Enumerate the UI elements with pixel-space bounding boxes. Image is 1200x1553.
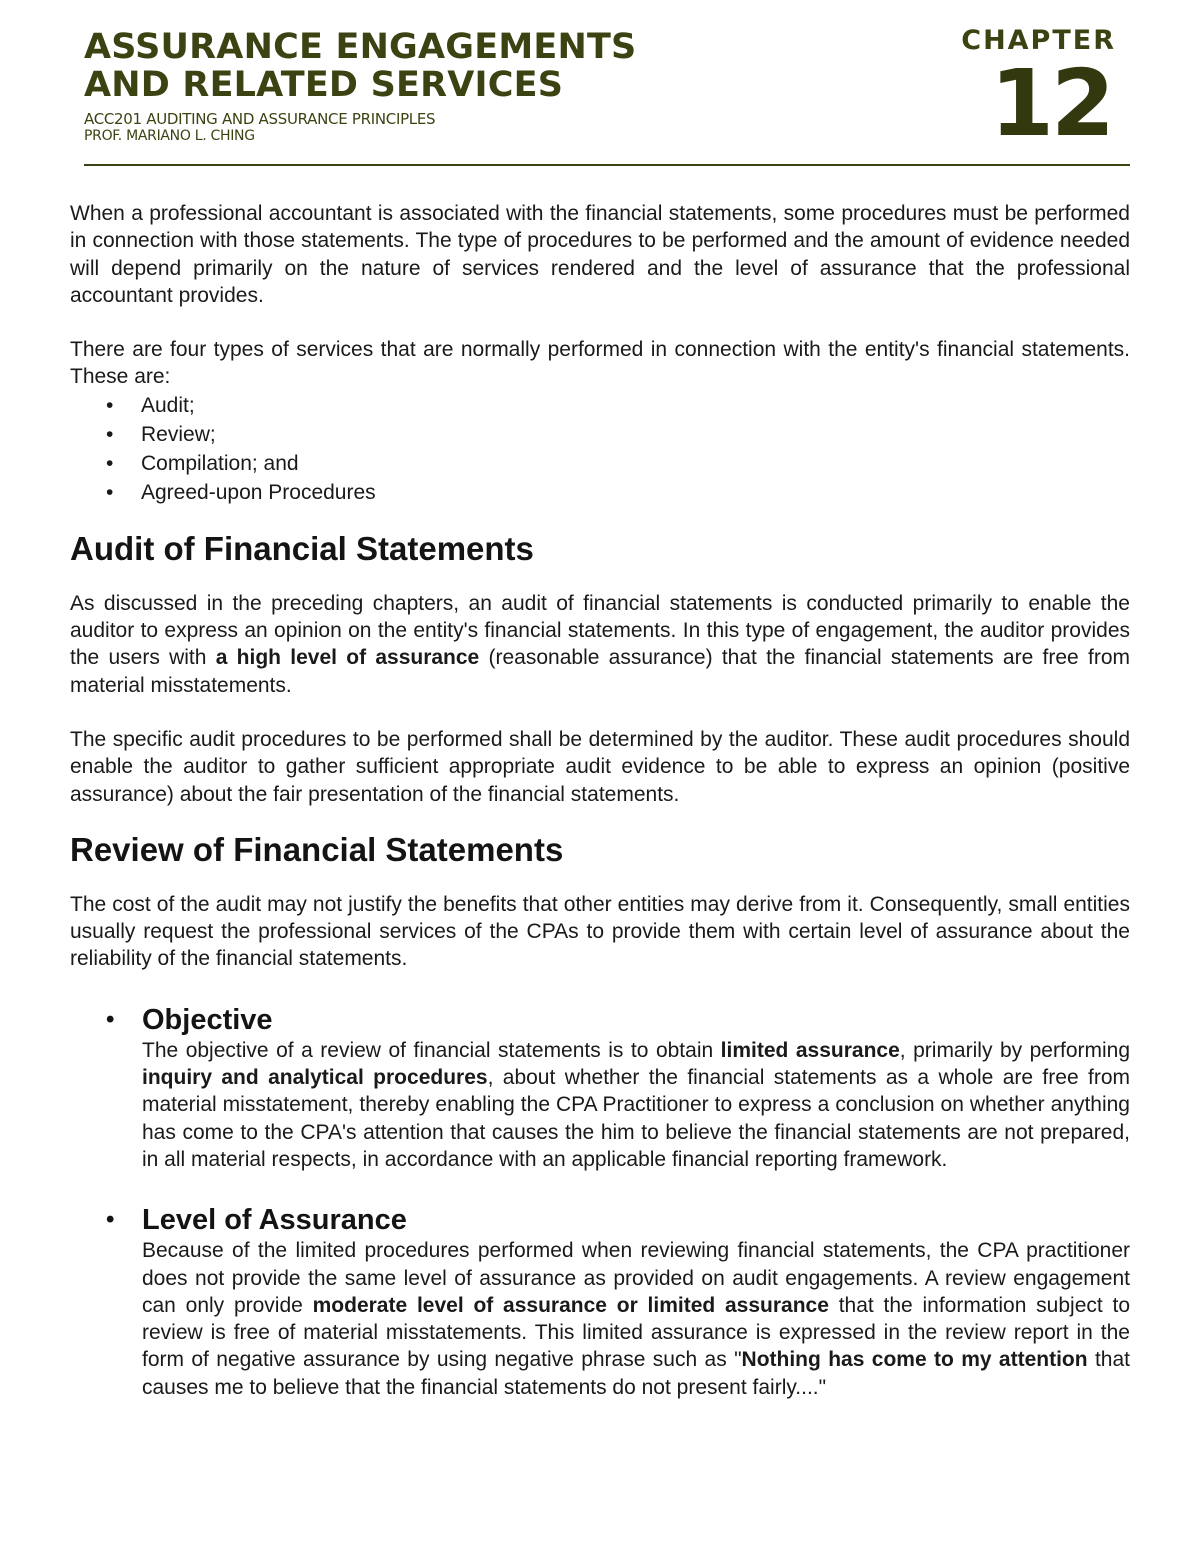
title-line-2: AND RELATED SERVICES <box>84 65 564 105</box>
services-intro-paragraph: There are four types of services that are normally performed in connection with the entity's financial statements. These are: <box>70 338 1130 389</box>
list-item: • Audit; <box>106 391 1130 420</box>
review-section-heading: Review of Financial Statements <box>70 830 564 868</box>
bullet-icon: • <box>106 480 114 504</box>
level-of-assurance-subsection <box>106 1203 1130 1401</box>
objective-paragraph: The objective of a review of financial statements is to obtain limited assurance, primarily by performing inquiry and analytical procedures, about whether the financial statements as a whole are free from material misstatement, thereby enabling the CPA Practitioner to express a conclusion on whether anything has come to the CPA's attention that causes the him to believe the financial statements are not prepared, in all material respects, in accordance with an applicable financial reporting framework. <box>142 1038 1131 1171</box>
bullet-icon: • <box>106 1206 115 1234</box>
list-item: • Review; <box>106 420 1130 449</box>
level-of-assurance-paragraph: Because of the limited procedures performed when reviewing financial statements, the CPA practitioner does not provide the same level of assurance as provided on audit engagements. A review engagement can only provide moderate level of assurance or limited assurance that the information subject to review is free of material misstatements. This limited assurance is expressed in the review report in the form of negative assurance by using negative phrase such as "Nothing has come to my attention that causes me to believe that the financial statements do not present fairly...." <box>142 1239 1131 1399</box>
header-divider <box>84 164 1130 166</box>
list-item: • Compilation; and <box>106 449 1130 478</box>
course-name: ACC201 AUDITING AND ASSURANCE PRINCIPLES <box>84 110 436 128</box>
intro-paragraph: When a professional accountant is associated with the financial statements, some procedures must be performed in connection with those statements. The type of procedures to be performed and the amount of evidence needed will depend primarily on the nature of services rendered and the level of assurance that the professional accountant provides. <box>70 202 1130 307</box>
bullet-icon: • <box>106 422 114 446</box>
professor-name: PROF. MARIANO L. CHING <box>84 128 255 144</box>
service-types-list <box>70 391 1130 507</box>
review-paragraph: The cost of the audit may not justify the benefits that other entities may derive from it. Consequently, small entities usually request the professional services of the CPAs to provide them with certain level of assurance about the reliability of the financial statements. <box>70 892 1130 971</box>
title-line-1: ASSURANCE ENGAGEMENTS <box>84 27 637 67</box>
audit-section-heading: Audit of Financial Statements <box>70 529 534 567</box>
chapter-number: 12 <box>989 50 1112 157</box>
objective-subsection <box>106 1003 1130 1173</box>
audit-paragraph-2: The specific audit procedures to be performed shall be determined by the auditor. These audit procedures should enable the auditor to gather sufficient appropriate audit evidence to be able to express an opinion (positive assurance) about the fair presentation of the financial statements. <box>70 727 1130 806</box>
document-body <box>70 200 1130 1401</box>
chapter-label: CHAPTER <box>961 25 1116 56</box>
document-title <box>84 28 636 104</box>
list-item: • Agreed-upon Procedures <box>106 478 1130 507</box>
bullet-icon: • <box>106 393 114 417</box>
bullet-icon: • <box>106 1005 115 1033</box>
chapter-header <box>84 26 1130 166</box>
objective-heading: • Objective <box>106 1003 273 1036</box>
audit-paragraph-1: As discussed in the preceding chapters, an audit of financial statements is conducted primarily to enable the auditor to express an opinion on the entity's financial statements. In this type of engagement, the auditor provides the users with a high level of assurance (reasonable assurance) that the financial statements are free from material misstatements. <box>70 591 1130 697</box>
level-of-assurance-heading: • Level of Assurance <box>106 1204 407 1237</box>
bullet-icon: • <box>106 451 114 475</box>
